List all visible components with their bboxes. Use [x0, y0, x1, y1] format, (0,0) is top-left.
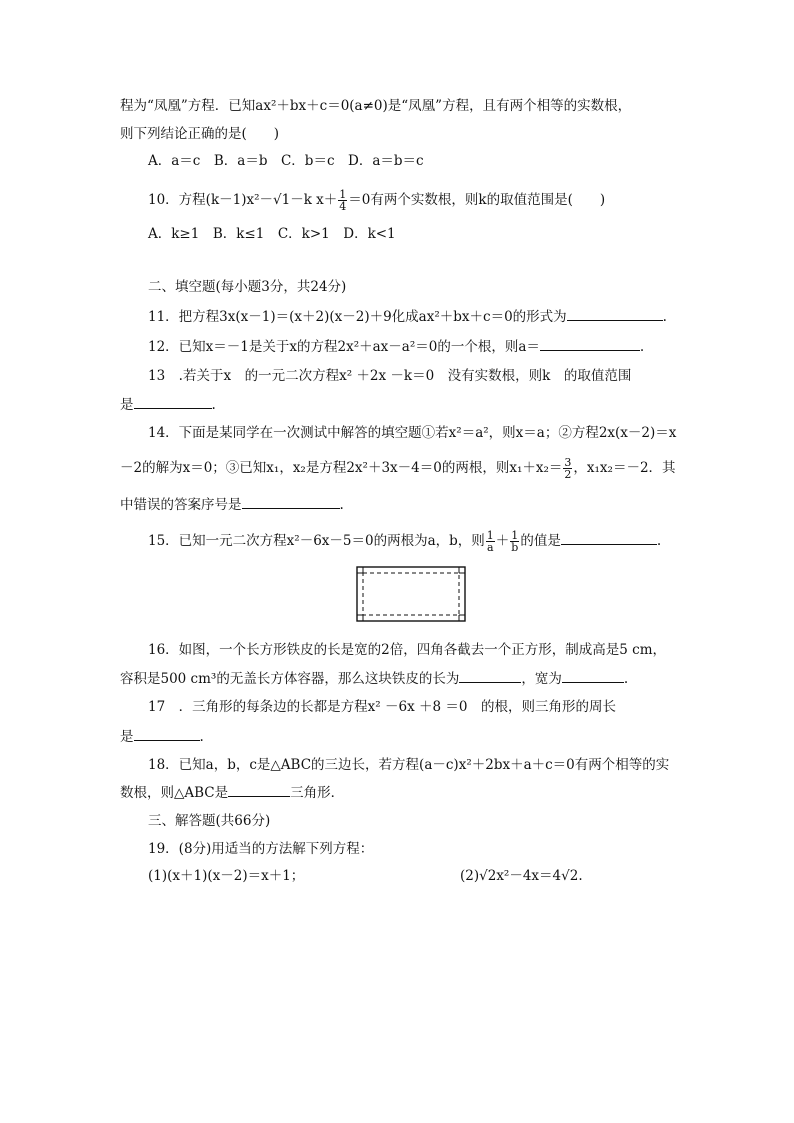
q10-text-b: ＝0有两个实数根，则k的取值范围是( ) — [348, 192, 606, 208]
q16-text-b: ，宽为 — [521, 671, 562, 687]
q12-end: . — [639, 339, 645, 355]
q13-line2 — [120, 394, 216, 415]
q15-f1-num: 1 — [486, 529, 494, 542]
q15-text-b: 的值是 — [520, 533, 561, 549]
q14-end: . — [339, 497, 344, 513]
q9-line1: 程为“凤凰”方程．已知ax²＋bx＋c＝0(a≠0)是“凤凰”方程，且有两个相等的实数根， — [120, 98, 632, 114]
q11 — [148, 306, 667, 327]
q13-text: 是 — [120, 397, 134, 413]
q15-answer-blank[interactable] — [561, 530, 657, 545]
q17-text: 是 — [120, 729, 134, 745]
q15-plus: ＋ — [495, 533, 510, 549]
q15 — [148, 530, 661, 553]
q10-options: A．k≥1 B．k≤1 C．k>1 D．k<1 — [148, 226, 396, 242]
q15-fraction-a — [486, 530, 495, 553]
q12 — [148, 336, 644, 357]
q18-answer-blank[interactable] — [228, 782, 290, 797]
q14-line3 — [120, 494, 344, 515]
q16-line2 — [120, 668, 628, 689]
q9-line2: 则下列结论正确的是( ) — [120, 126, 280, 142]
q14-text-c: 中错误的答案序号是 — [120, 497, 242, 513]
q15-f2-num: 1 — [511, 529, 519, 542]
q16-line1: 16．如图，一个长方形铁皮的长是宽的2倍，四角各截去一个正方形，制成高是5 cm， — [148, 642, 667, 658]
q14-frac-num: 3 — [564, 456, 572, 469]
q14-answer-blank[interactable] — [242, 494, 340, 509]
q17-line2 — [120, 726, 204, 747]
fold-lines — [363, 573, 459, 615]
q14-fraction — [563, 457, 572, 480]
q14-line2 — [120, 457, 676, 480]
q17-answer-blank[interactable] — [134, 726, 200, 741]
q10-frac-num: 1 — [339, 188, 347, 201]
q18-text-b: 三角形． — [290, 785, 345, 801]
q14-text-b: ，x₁x₂＝－2．其 — [573, 460, 676, 476]
q14-line1: 14．下面是某同学在一次测试中解答的填空题①若x²＝a²，则x＝a；②方程2x(x－2)＝x — [148, 425, 677, 441]
sheet-outline — [357, 567, 465, 621]
q16-end: . — [623, 671, 629, 687]
q15-end: . — [656, 533, 662, 549]
q10-fraction — [338, 189, 347, 212]
q18-line1: 18．已知a，b，c是△ABC的三边长，若方程(a－c)x²＋2bx＋a＋c＝0有两个相等的实 — [148, 757, 670, 773]
q10-text-a: 10．方程(k－1)x²－√1－k x＋ — [148, 192, 338, 208]
q13-line1: 13 .若关于x 的一元二次方程x² ＋2x －k＝0 没有实数根，则k 的取值范围 — [148, 368, 632, 384]
q15-f2-den: b — [511, 541, 519, 554]
q19-part1: (1)(x＋1)(x－2)＝x＋1； — [148, 868, 305, 884]
q10-frac-den: 4 — [339, 200, 347, 213]
q18-line2 — [120, 782, 344, 803]
q19-stem: 19．(8分)用适当的方法解下列方程： — [148, 841, 374, 857]
section2-title: 二、填空题(每小题3分，共24分) — [148, 279, 347, 295]
q11-answer-blank[interactable] — [567, 306, 663, 321]
q11-text: 11．把方程3x(x－1)＝(x＋2)(x－2)＋9化成ax²＋bx＋c＝0的形式为 — [148, 309, 567, 325]
q17-end: . — [199, 729, 204, 745]
q16-length-blank[interactable] — [459, 668, 521, 683]
q16-width-blank[interactable] — [562, 668, 624, 683]
q16-text-a: 容积是500 cm³的无盖长方体容器，那么这块铁皮的长为 — [120, 671, 460, 687]
q19-part2: (2)√2x²－4x＝4√2. — [460, 868, 583, 884]
q15-text-a: 15．已知一元二次方程x²－6x－5＝0的两根为a，b，则 — [148, 533, 485, 549]
q13-end: . — [211, 397, 216, 413]
q9-options: A．a＝c B．a＝b C．b＝c D．a＝b＝c — [148, 153, 424, 169]
q12-text: 12．已知x＝－1是关于x的方程2x²＋ax－a²＝0的一个根，则a＝ — [148, 339, 540, 355]
sheet-figure — [356, 566, 466, 622]
q14-text-a: －2的解为x＝0；③已知x₁，x₂是方程2x²＋3x－4＝0的两根，则x₁＋x₂＝ — [120, 460, 563, 476]
q18-text-a: 数根，则△ABC是 — [120, 785, 229, 801]
q12-answer-blank[interactable] — [540, 336, 640, 351]
q17-line1: 17 ．三角形的每条边的长都是方程x² －6x ＋8 ＝0 的根，则三角形的周长 — [148, 699, 616, 715]
q15-fraction-b — [510, 530, 519, 553]
q14-frac-den: 2 — [564, 468, 572, 481]
section3-title: 三、解答题(共66分) — [148, 813, 271, 829]
q13-answer-blank[interactable] — [134, 394, 212, 409]
q11-end: . — [662, 309, 667, 325]
q10-stem — [148, 189, 605, 212]
q15-f1-den: a — [487, 541, 494, 554]
